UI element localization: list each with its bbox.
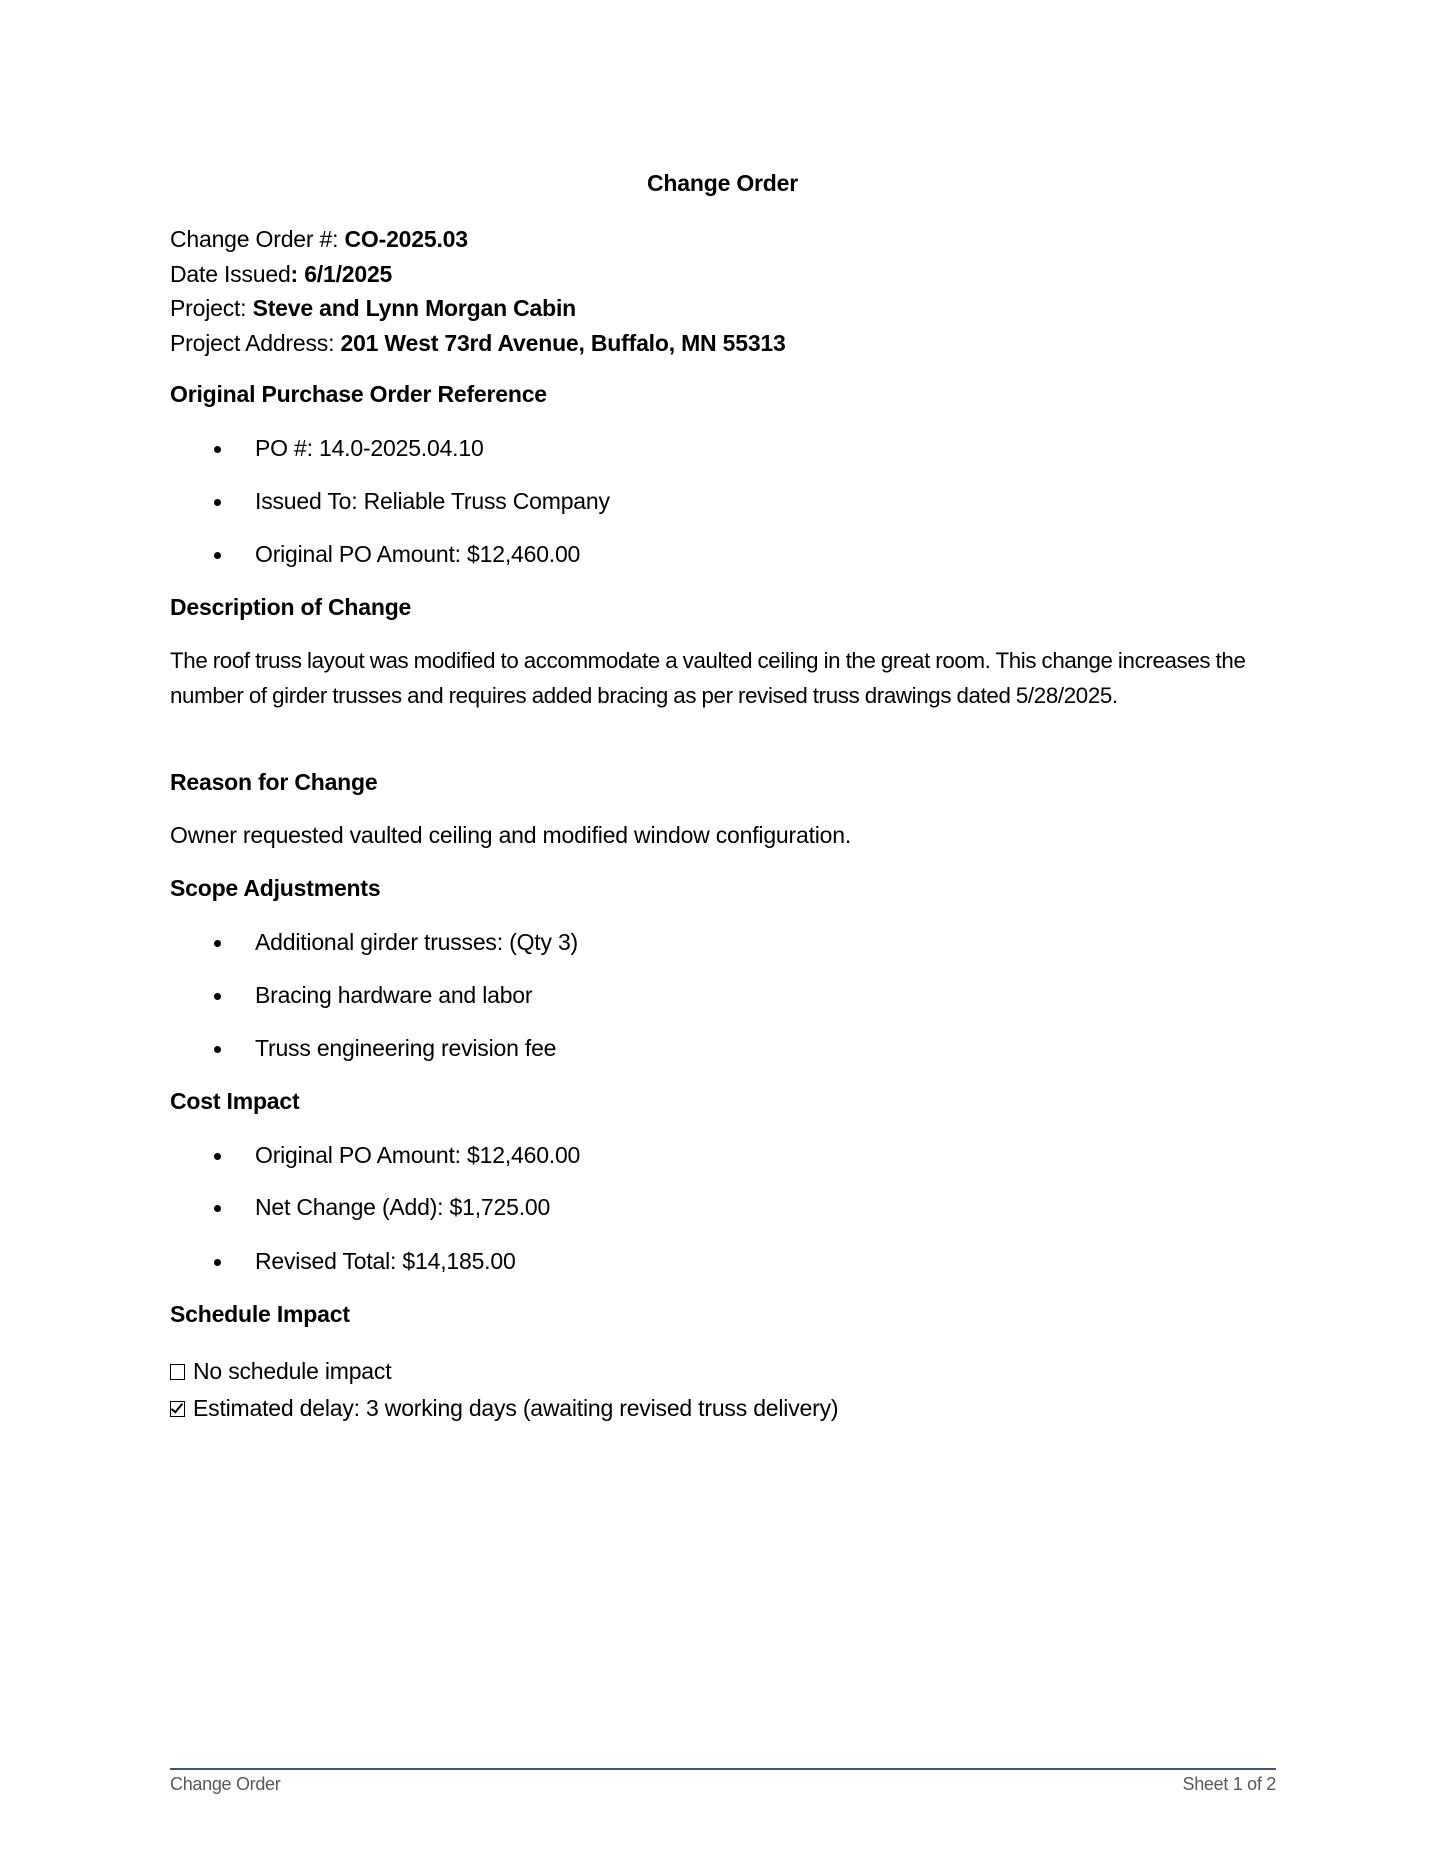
change-order-number-value: CO-2025.03 bbox=[344, 226, 468, 252]
date-issued-label: Date Issued bbox=[170, 260, 291, 287]
project-address-value: 201 West 73rd Avenue, Buffalo, MN 55313 bbox=[340, 329, 786, 356]
reason-text: Owner requested vaulted ceiling and modified window configuration. bbox=[170, 822, 852, 848]
description-text: The roof truss layout was modified to accommodate a vaulted ceiling in the great room. This change increases the number of girder trusses and requires added bracing as per revised truss drawings dated 5/28/2025. bbox=[170, 648, 1246, 708]
original-po-item-text: Original PO Amount: $12,460.00 bbox=[255, 541, 581, 567]
scope-item-text: Bracing hardware and labor bbox=[255, 982, 533, 1008]
scope-heading: Scope Adjustments bbox=[170, 875, 381, 901]
bullet-icon bbox=[214, 1259, 221, 1266]
checkbox-unchecked-icon[interactable] bbox=[170, 1364, 185, 1380]
original-po-heading: Original Purchase Order Reference bbox=[170, 381, 547, 407]
schedule-option-delay[interactable] bbox=[170, 1395, 838, 1422]
footer-page-number: Sheet 1 of 2 bbox=[1182, 1774, 1276, 1794]
bullet-icon bbox=[214, 446, 221, 453]
bullet-icon bbox=[214, 1153, 221, 1160]
description-heading: Description of Change bbox=[170, 594, 412, 620]
schedule-option-no-impact[interactable] bbox=[170, 1358, 391, 1385]
cost-item-text: Revised Total: $14,185.00 bbox=[255, 1248, 516, 1274]
footer-document-name: Change Order bbox=[170, 1774, 281, 1794]
date-issued-value: : 6/1/2025 bbox=[290, 260, 393, 287]
schedule-option-label: No schedule impact bbox=[193, 1358, 392, 1384]
bullet-icon bbox=[214, 993, 221, 1000]
date-issued-line bbox=[170, 257, 786, 292]
footer-divider bbox=[170, 1768, 1276, 1770]
document-meta bbox=[170, 222, 786, 360]
project-address-line bbox=[170, 326, 786, 361]
document-title: Change Order bbox=[647, 170, 798, 196]
project-label: Project: bbox=[170, 295, 253, 321]
cost-heading: Cost Impact bbox=[170, 1088, 300, 1114]
bullet-icon bbox=[214, 552, 221, 559]
bullet-icon bbox=[214, 1046, 221, 1053]
reason-heading: Reason for Change bbox=[170, 769, 378, 795]
scope-item-text: Additional girder trusses: (Qty 3) bbox=[255, 929, 578, 955]
project-value: Steve and Lynn Morgan Cabin bbox=[252, 295, 577, 321]
bullet-icon bbox=[214, 940, 221, 947]
schedule-heading: Schedule Impact bbox=[170, 1301, 350, 1327]
bullet-icon bbox=[214, 1205, 221, 1212]
project-address-label: Project Address: bbox=[170, 329, 341, 356]
change-order-number-line bbox=[170, 222, 786, 257]
original-po-item-text: PO #: 14.0-2025.04.10 bbox=[255, 435, 484, 461]
cost-item-text: Original PO Amount: $12,460.00 bbox=[255, 1142, 581, 1168]
bullet-icon bbox=[214, 499, 221, 506]
schedule-option-label: Estimated delay: 3 working days (awaiting revised truss delivery) bbox=[193, 1395, 839, 1421]
scope-item-text: Truss engineering revision fee bbox=[255, 1035, 557, 1061]
checkbox-checked-icon[interactable] bbox=[170, 1401, 185, 1417]
change-order-number-label: Change Order #: bbox=[170, 226, 345, 252]
cost-item-text: Net Change (Add): $1,725.00 bbox=[255, 1194, 551, 1220]
original-po-item-text: Issued To: Reliable Truss Company bbox=[255, 488, 610, 514]
project-line bbox=[170, 291, 786, 326]
